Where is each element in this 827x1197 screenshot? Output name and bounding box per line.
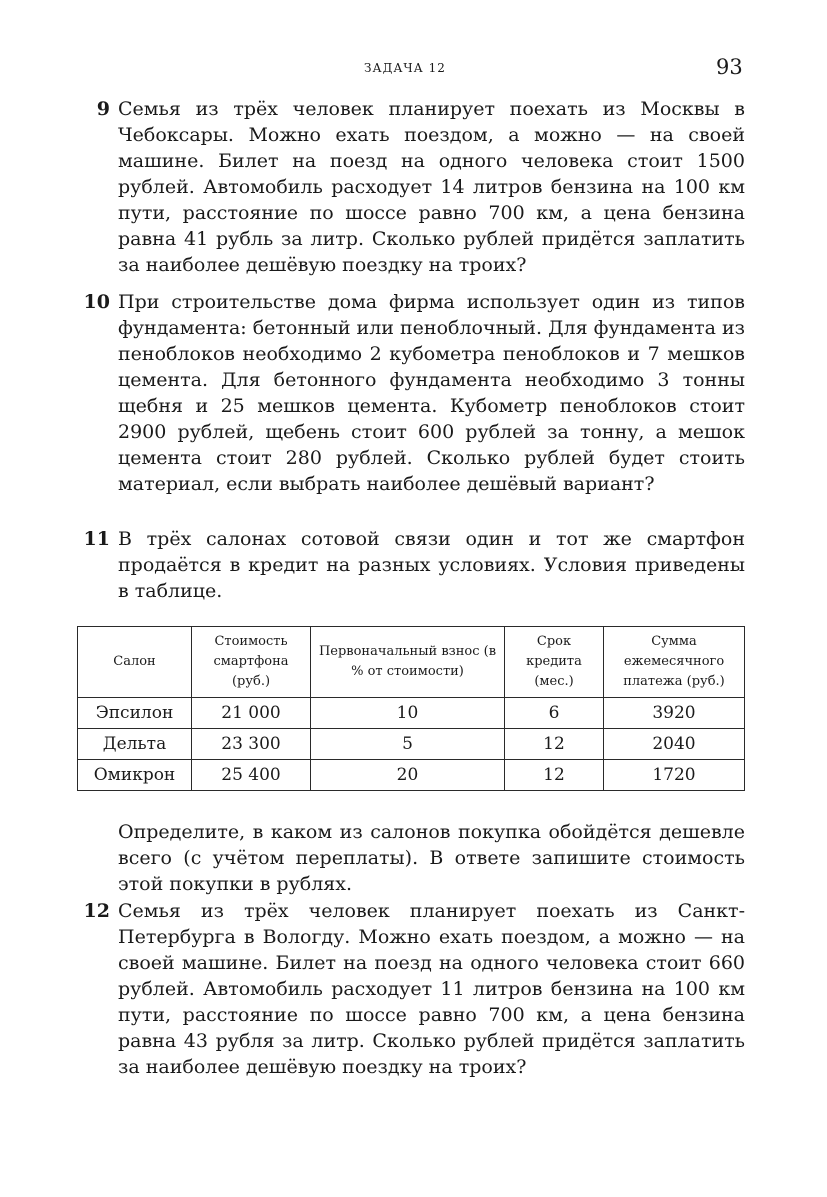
column-header-price: Стоимость смартфона (руб.) [192, 627, 311, 698]
table-cell: Эпсилон [78, 698, 192, 729]
column-header-term: Срок кредита (мес.) [505, 627, 604, 698]
table-cell: 2040 [604, 729, 745, 760]
problem-number: 10 [83, 291, 110, 313]
table-cell: 23 300 [192, 729, 311, 760]
problem-text: Семья из трёх человек планирует поехать из Москвы в Чебоксары. Можно ехать поездом, а можно — на своей машине. Билет на поезд на одного человека стоит 1500 рублей. Автомобиль расходует 14 литров бензина на 100 км пути, расстояние по шоссе равно 700 км, а цена бензина равна 41 рубль за литр. Сколько рублей придётся заплатить за наиболее дешёвую поездку на троих? [118, 98, 745, 276]
table-cell: 6 [505, 698, 604, 729]
chapter-title: ЗАДАЧА 12 [364, 61, 446, 75]
table-header-row [78, 627, 745, 698]
problem-text: Семья из трёх человек планирует поехать из Санкт-Петербурга в Вологду. Можно ехать поездом, а можно — на своей машине. Билет на поезд на одного человека стоит 660 рублей. Автомобиль расходует 11 литров бензина на 100 км пути, расстояние по шоссе равно 700 км, а цена бензина равна 43 рубля за литр. Сколько рублей придётся заплатить за наиболее дешёвую поездку на троих? [118, 900, 745, 1078]
table-cell: 5 [311, 729, 505, 760]
table-cell: 10 [311, 698, 505, 729]
table-row [78, 698, 745, 729]
table-cell: 12 [505, 729, 604, 760]
problem-number: 12 [83, 900, 110, 922]
problem-10 [83, 289, 745, 497]
problem-11 [83, 526, 745, 604]
table-cell: 20 [311, 760, 505, 791]
running-head [0, 55, 827, 88]
column-header-salon: Салон [78, 627, 192, 698]
problem-number: 9 [96, 98, 110, 120]
problem-9 [96, 96, 745, 278]
page-number: 93 [716, 55, 743, 79]
table-cell: 21 000 [192, 698, 311, 729]
column-header-down-payment: Первоначальный взнос (в % от стоимости) [311, 627, 505, 698]
problem-text: В трёх салонах сотовой связи один и тот же смартфон продаётся в кредит на разных условиях. Условия приведены в таблице. [118, 528, 745, 602]
problem-number: 11 [83, 528, 110, 550]
table-cell: Дельта [78, 729, 192, 760]
table-cell: 25 400 [192, 760, 311, 791]
column-header-monthly-payment: Сумма ежемесячного платежа (руб.) [604, 627, 745, 698]
table-row [78, 760, 745, 791]
table-cell: Омикрон [78, 760, 192, 791]
problem-text: При строительстве дома фирма использует один из типов фундамента: бетонный или пеноблочный. Для фундамента из пеноблоков необходимо 2 кубометра пеноблоков и 7 мешков цемента. Для бетонного фундамента необходимо 3 тонны щебня и 25 мешков цемента. Кубометр пеноблоков стоит 2900 рублей, щебень стоит 600 рублей за тонну, а мешок цемента стоит 280 рублей. Сколько рублей будет стоить материал, если выбрать наиболее дешёвый вариант? [118, 291, 745, 495]
table-cell: 12 [505, 760, 604, 791]
problem-11-question: Определите, в каком из салонов покупка обойдётся дешевле всего (с учётом переплаты). В ответе запишите стоимость этой покупки в рублях. [118, 821, 745, 895]
table-cell: 3920 [604, 698, 745, 729]
problem-12 [83, 898, 745, 1080]
conditions-table [77, 626, 745, 791]
table-cell: 1720 [604, 760, 745, 791]
table-row [78, 729, 745, 760]
